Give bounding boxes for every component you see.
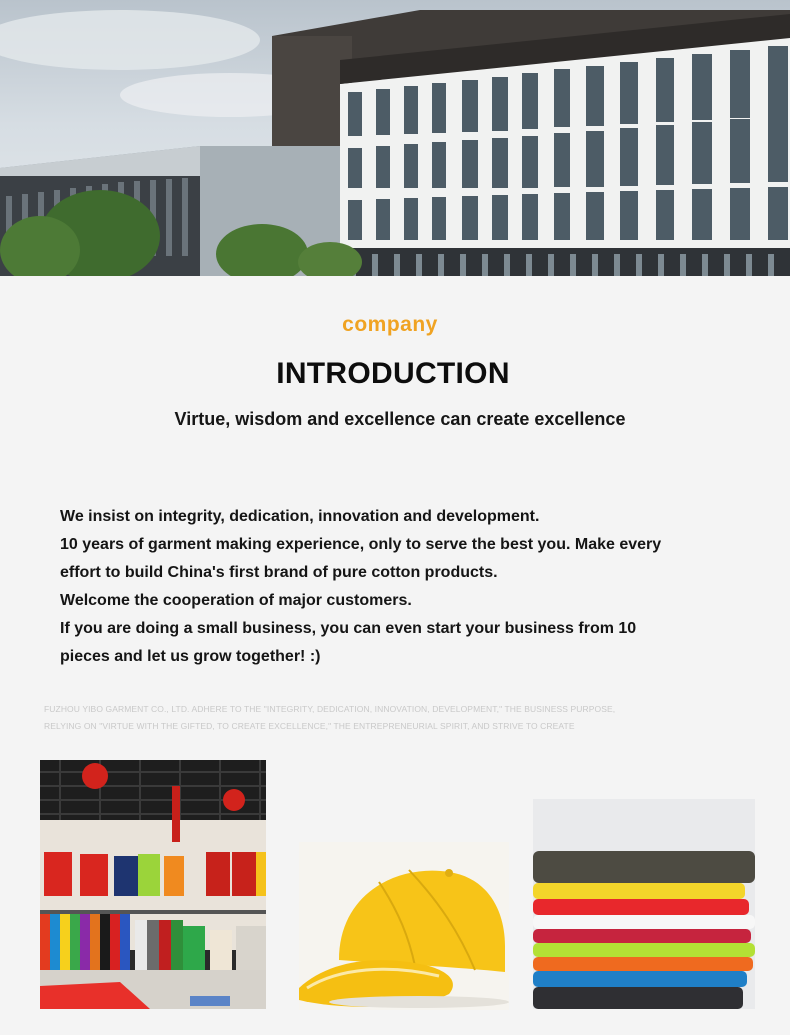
description-line: We insist on integrity, dedication, innovation and development. (60, 508, 540, 525)
fineprint-line: RELYING ON "VIRTUE WITH THE GIFTED, TO CREATE EXCELLENCE," THE ENTREPRENEURIAL SPIRIT, AND STRIVE TO CREATE (44, 720, 575, 731)
description-line: If you are doing a small business, you can even start your business from 10 (60, 620, 637, 637)
clothing-store-illustration (40, 760, 266, 1009)
company-description (60, 503, 700, 671)
folded-shirts-illustration (533, 799, 755, 1009)
clothing-store-photo (40, 760, 266, 1009)
folded-shirts-photo (533, 799, 755, 1009)
description-line: 10 years of garment making experience, only to serve the best you. Make every (60, 536, 662, 553)
description-line: pieces and let us grow together! :) (60, 648, 321, 665)
company-fineprint (44, 701, 664, 734)
yellow-cap-photo (299, 842, 509, 1010)
hero-building-image (0, 0, 790, 276)
section-title: INTRODUCTION (276, 357, 510, 390)
description-line: Welcome the cooperation of major customers. (60, 592, 412, 609)
section-subtitle: Virtue, wisdom and excellence can create excellence (174, 409, 626, 429)
section-kicker: company (342, 313, 438, 336)
description-line: effort to build China's first brand of pure cotton products. (60, 564, 498, 581)
yellow-cap-illustration (299, 842, 509, 1010)
office-building-illustration (0, 0, 790, 276)
fineprint-line: FUZHOU YIBO GARMENT CO., LTD. ADHERE TO THE "INTEGRITY, DEDICATION, INNOVATION, DEVELOPMENT," THE BUSINESS PURPOSE, (44, 704, 616, 714)
